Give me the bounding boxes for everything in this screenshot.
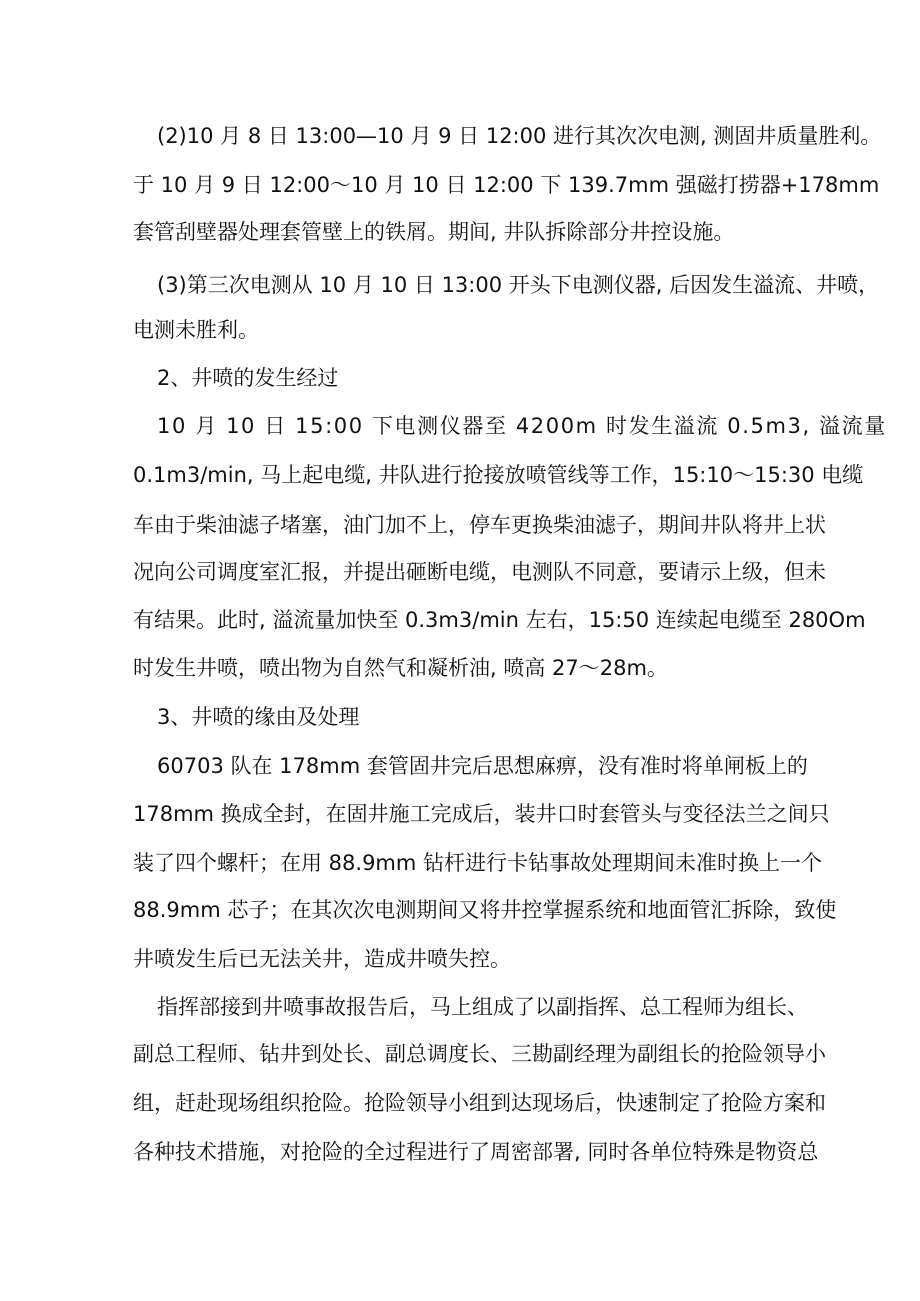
section-heading: 2、井喷的发生经过 [157, 366, 339, 390]
text-line: 各种技术措施，对抢险的全过程进行了周密部署, 同时各单位特殊是物资总 [133, 1140, 819, 1164]
text-line: 时发生井喷，喷出物为自然气和凝析油, 喷高 27～28m。 [133, 656, 668, 680]
text-line: (3)第三次电测从 10 月 10 日 13:00 开头下电测仪器, 后因发生溢流、井喷， [157, 273, 880, 297]
text-line: 指挥部接到井喷事故报告后，马上组成了以副指挥、总工程师为组长、 [157, 995, 808, 1019]
text-line: 况向公司调度室汇报，并提出砸断电缆，电测队不同意，要请示上级，但未 [133, 560, 826, 584]
text-line: 车由于柴油滤子堵塞，油门加不上，停车更换柴油滤子，期间井队将井上状 [133, 513, 826, 537]
text-line: 于 10 月 9 日 12:00～10 月 10 日 12:00 下 139.7mm 强磁打捞器+178mm [133, 173, 880, 197]
text-line: 组，赶赴现场组织抢险。抢险领导小组到达现场后，快速制定了抢险方案和 [133, 1091, 826, 1115]
text-line: 电测未胜利。 [133, 318, 259, 342]
text-line: 10 月 10 日 15:00 下电测仪器至 4200m 时发生溢流 0.5m3, 溢流量 [157, 414, 887, 438]
text-line: (2)10 月 8 日 13:00—10 月 9 日 12:00 进行其次次电测, 测固井质量胜利。 [157, 124, 882, 148]
text-line: 0.1m3/min, 马上起电缆, 井队进行抢接放喷管线等工作，15:10～15:30 电缆 [133, 463, 864, 487]
text-line: 178mm 换成全封，在固井施工完成后，装井口时套管头与变径法兰之间只 [133, 802, 830, 826]
text-line: 副总工程师、钻井到处长、副总调度长、三勘副经理为副组长的抢险领导小 [133, 1042, 826, 1066]
text-line: 88.9mm 芯子；在其次次电测期间又将井控掌握系统和地面管汇拆除，致使 [133, 898, 837, 922]
text-line: 装了四个螺杆；在用 88.9mm 钻杆进行卡钻事故处理期间未准时换上一个 [133, 851, 823, 875]
text-line: 有结果。此时, 溢流量加快至 0.3m3/min 左右，15:50 连续起电缆至 280Om [133, 608, 866, 632]
section-heading: 3、井喷的缘由及处理 [157, 705, 360, 729]
text-line: 60703 队在 178mm 套管固井完后思想麻痹，没有准时将单闸板上的 [157, 754, 808, 778]
text-line: 套管刮壁器处理套管壁上的铁屑。期间, 井队拆除部分井控设施。 [133, 220, 735, 244]
text-line: 井喷发生后已无法关井，造成井喷失控。 [133, 947, 511, 971]
